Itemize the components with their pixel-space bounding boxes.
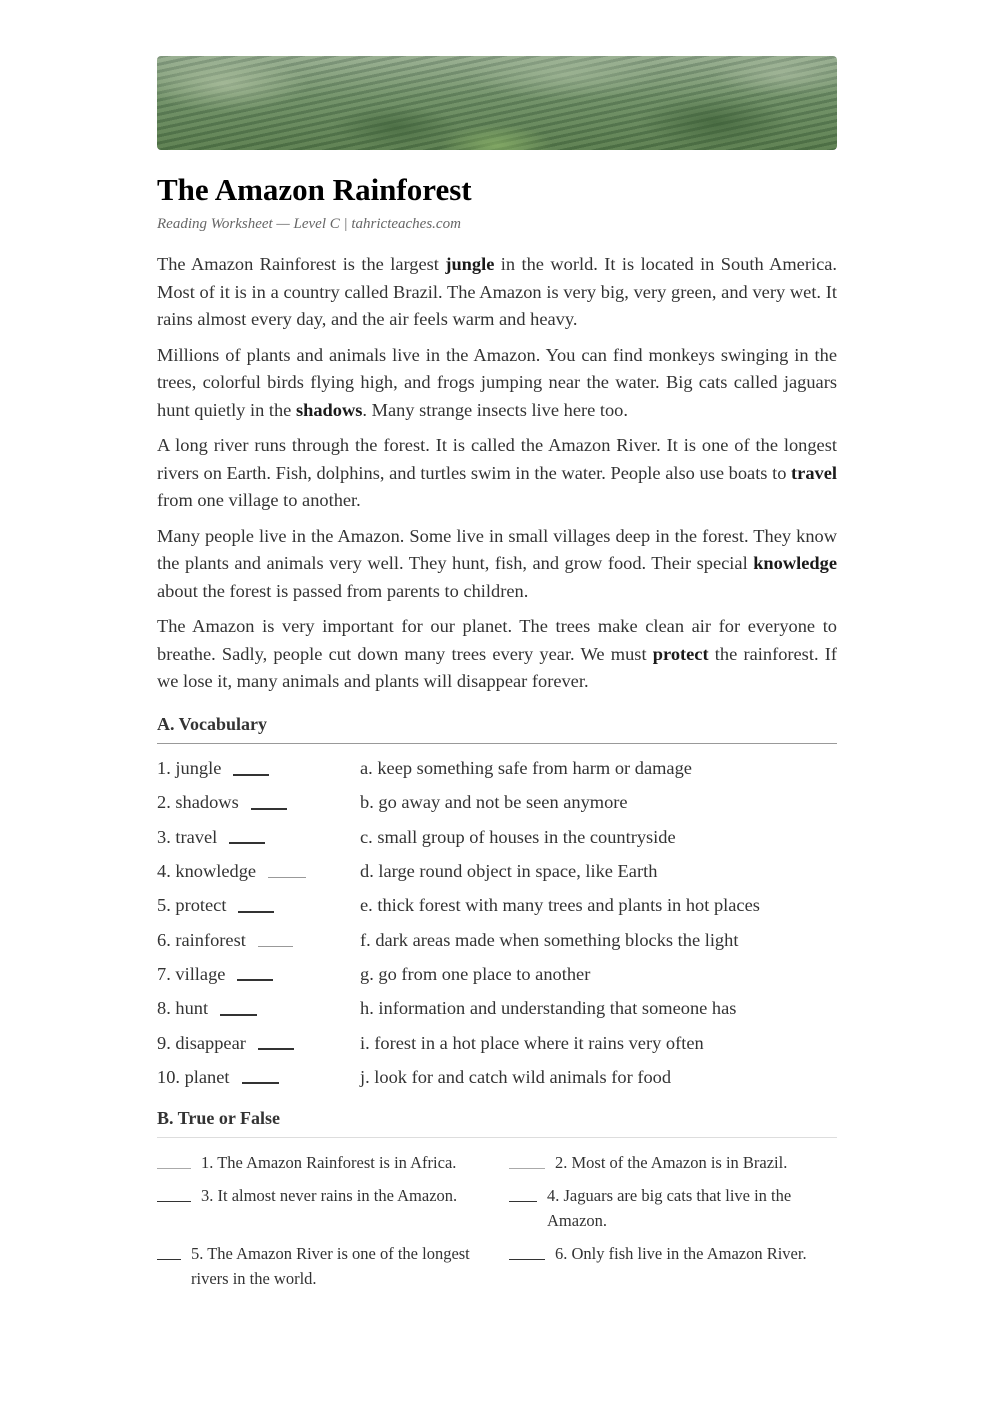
vocabulary-term: 3. travel xyxy=(157,826,218,847)
answer-blank[interactable] xyxy=(157,1201,191,1202)
vocabulary-term: 5. protect xyxy=(157,895,227,916)
statement-text: 5. The Amazon River is one of the longest rivers in the world. xyxy=(191,1244,470,1289)
vocabulary-row xyxy=(157,923,837,957)
vocabulary-term-cell xyxy=(157,964,360,985)
statement-text: 3. It almost never rains in the Amazon. xyxy=(201,1186,458,1206)
passage-text: in the world. It is located in South America. Most of it is in a country called Brazil. The Amazon is very big, very green, and very wet. It rains almost every day, and the air feels warm and heavy. xyxy=(157,254,837,329)
passage-paragraph xyxy=(157,342,837,425)
vocabulary-term: 1. jungle xyxy=(157,758,222,779)
answer-blank[interactable] xyxy=(233,774,269,776)
vocabulary-term-cell xyxy=(157,758,360,779)
vocabulary-term-cell xyxy=(157,930,360,951)
passage-paragraph xyxy=(157,613,837,696)
statement-text: 6. Only fish live in the Amazon River. xyxy=(555,1244,807,1264)
vocabulary-heading: A. Vocabulary xyxy=(157,712,837,744)
vocabulary-term-cell xyxy=(157,998,360,1019)
true-false-item xyxy=(157,1150,509,1175)
statement-text: 2. Most of the Amazon is in Brazil. xyxy=(555,1153,788,1173)
answer-blank[interactable] xyxy=(229,842,265,844)
vocabulary-term-cell xyxy=(157,1067,360,1088)
true-false-heading: B. True or False xyxy=(157,1106,837,1138)
vocabulary-matching-list xyxy=(157,752,837,1095)
passage-text: about the forest is passed from parents to children. xyxy=(157,580,529,601)
vocabulary-term: 9. disappear xyxy=(157,1032,246,1053)
passage-text: The Amazon Rainforest is the largest xyxy=(157,254,446,274)
vocabulary-term: 7. village xyxy=(157,963,226,984)
vocabulary-definition: h. information and understanding that someone has xyxy=(360,998,737,1019)
passage-paragraph xyxy=(157,432,837,515)
vocabulary-word: jungle xyxy=(445,254,495,274)
vocabulary-row xyxy=(157,752,837,786)
vocabulary-row xyxy=(157,992,837,1026)
vocabulary-word: protect xyxy=(652,643,709,664)
vocabulary-row xyxy=(157,786,837,820)
vocabulary-definition: g. go from one place to another xyxy=(360,963,591,984)
answer-blank[interactable] xyxy=(242,1082,279,1084)
vocabulary-word: shadows xyxy=(295,399,363,420)
true-false-item xyxy=(509,1150,837,1175)
answer-blank[interactable] xyxy=(157,1259,181,1260)
vocabulary-row xyxy=(157,854,837,888)
passage-text: A long river runs through the forest. It is called the Amazon River. It is one of the longest rivers on Earth. Fish, dolphins, and turtles swim in the water. People also use boats to xyxy=(157,435,837,483)
answer-blank[interactable] xyxy=(509,1259,545,1260)
answer-blank[interactable] xyxy=(258,1048,294,1050)
vocabulary-definition: c. small group of houses in the countryside xyxy=(360,826,676,847)
statement-text: 4. Jaguars are big cats that live in the Amazon. xyxy=(547,1186,792,1231)
reading-passage xyxy=(157,251,837,696)
vocabulary-row xyxy=(157,1060,837,1094)
passage-text: . Many strange insects live here too. xyxy=(362,399,628,420)
passage-text: the rainforest. If we lose it, many animals and plants will disappear forever. xyxy=(157,643,837,691)
vocabulary-term: 6. rainforest xyxy=(157,929,246,950)
answer-blank[interactable] xyxy=(157,1168,191,1169)
true-false-item xyxy=(509,1241,837,1291)
true-false-item xyxy=(157,1183,509,1233)
answer-blank[interactable] xyxy=(238,911,274,913)
passage-text: from one village to another. xyxy=(157,490,361,510)
vocabulary-row xyxy=(157,889,837,923)
answer-blank[interactable] xyxy=(258,946,293,947)
vocabulary-term: 4. knowledge xyxy=(157,861,257,882)
answer-blank[interactable] xyxy=(237,979,273,981)
true-false-list xyxy=(157,1150,837,1291)
vocabulary-term-cell xyxy=(157,1033,360,1054)
passage-paragraph xyxy=(157,523,837,606)
passage-text: The Amazon is very important for our planet. The trees make clean air for everyone to breathe. Sadly, people cut down many trees every year. We must xyxy=(157,616,837,664)
vocabulary-definition: d. large round object in space, like Earth xyxy=(360,861,658,882)
vocabulary-word: travel xyxy=(791,462,837,483)
passage-text: Many people live in the Amazon. Some live in small villages deep in the forest. They know the plants and animals very well. They hunt, fish, and grow food. Their special xyxy=(157,525,837,573)
answer-blank[interactable] xyxy=(509,1168,545,1169)
answer-blank[interactable] xyxy=(251,808,287,810)
answer-blank[interactable] xyxy=(220,1014,257,1016)
vocabulary-term: 8. hunt xyxy=(157,998,209,1019)
passage-paragraph xyxy=(157,251,837,334)
vocabulary-row xyxy=(157,1026,837,1060)
answer-blank[interactable] xyxy=(509,1201,537,1202)
vocabulary-row xyxy=(157,820,837,854)
vocabulary-term-cell xyxy=(157,861,360,882)
true-false-item xyxy=(157,1241,509,1291)
vocabulary-definition: a. keep something safe from harm or damage xyxy=(360,758,692,779)
page-title: The Amazon Rainforest xyxy=(157,172,472,207)
page-subtitle: Reading Worksheet — Level C | tahricteaches.com xyxy=(157,216,461,232)
vocabulary-definition: f. dark areas made when something blocks the light xyxy=(360,929,739,950)
passage-text: Millions of plants and animals live in the Amazon. You can find monkeys swinging in the trees, colorful birds flying high, and frogs jumping near the water. Big cats called jaguars hunt quietly in the xyxy=(157,344,837,420)
vocabulary-term-cell xyxy=(157,827,360,848)
rainforest-banner-image xyxy=(157,56,837,150)
vocabulary-term: 2. shadows xyxy=(157,792,239,813)
vocabulary-row xyxy=(157,957,837,991)
answer-blank[interactable] xyxy=(268,877,306,878)
vocabulary-term-cell xyxy=(157,792,360,813)
vocabulary-definition: j. look for and catch wild animals for food xyxy=(360,1066,672,1087)
vocabulary-term-cell xyxy=(157,895,360,916)
statement-text: 1. The Amazon Rainforest is in Africa. xyxy=(201,1153,457,1173)
true-false-item xyxy=(509,1183,837,1233)
worksheet-page xyxy=(157,56,837,1291)
vocabulary-definition: e. thick forest with many trees and plants in hot places xyxy=(360,895,760,916)
vocabulary-word: knowledge xyxy=(753,553,837,573)
vocabulary-definition: i. forest in a hot place where it rains very often xyxy=(360,1032,704,1053)
vocabulary-term: 10. planet xyxy=(157,1066,230,1087)
vocabulary-definition: b. go away and not be seen anymore xyxy=(360,792,628,813)
